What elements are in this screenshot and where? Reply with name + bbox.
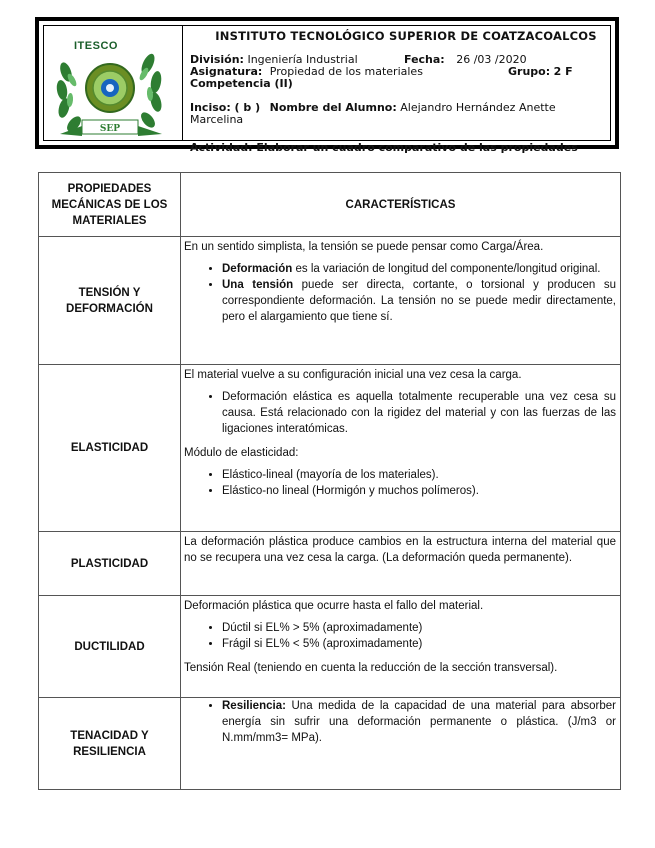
list-item — [222, 698, 616, 746]
table-header-row — [39, 173, 621, 237]
table-row — [39, 596, 621, 698]
bullet-term: Una tensión — [222, 279, 294, 291]
alumno-label: Nombre del Alumno: — [269, 101, 397, 114]
division-value: Ingeniería Industrial — [247, 53, 358, 66]
document-header — [35, 17, 619, 154]
grupo-label: Grupo: — [508, 65, 551, 78]
property-description — [181, 365, 621, 532]
property-name: DUCTILIDAD — [39, 596, 181, 698]
property-description — [181, 698, 621, 790]
list-item — [222, 261, 616, 277]
grupo-line — [508, 66, 573, 78]
property-name: PLASTICIDAD — [39, 532, 181, 596]
fecha-value: 26 /03 /2020 — [456, 53, 527, 66]
header-properties-cell: PROPIEDADES MECÁNICAS DE LOS MATERIALES — [39, 173, 181, 237]
list-item: • Frágil si EL% < 5% (aproximadamente) — [222, 636, 616, 652]
bullet-list — [184, 389, 616, 437]
table-row — [39, 698, 621, 790]
table-row — [39, 365, 621, 532]
header-characteristics-cell: CARACTERÍSTICAS — [181, 173, 621, 237]
list-item: • Dúctil si EL% > 5% (aproximadamente) — [222, 620, 616, 636]
logo-cell — [44, 26, 183, 140]
property-description — [181, 596, 621, 698]
bullet-text: Una medida de la capacidad de una material para absorber energía sin sufrir una deformación permanente o plástica. (J/m3 or N.mm/mm3= MPa). — [222, 700, 616, 744]
bullet-term: Deformación — [222, 263, 293, 275]
property-name: TENACIDAD Y RESILIENCIA — [39, 698, 181, 790]
row-intro: Deformación plástica que ocurre hasta el fallo del material. — [184, 600, 484, 612]
asignatura-value: Propiedad de los materiales — [269, 65, 423, 78]
logo-text: ITESCO — [74, 40, 118, 52]
property-description — [181, 237, 621, 365]
bullet-list — [184, 620, 616, 652]
bullet-list — [184, 467, 616, 499]
row-intro: El material vuelve a su configuración inicial una vez cesa la carga. — [184, 369, 522, 381]
itesco-logo-icon — [52, 50, 174, 142]
header-info — [190, 26, 610, 154]
alumno-line — [190, 102, 590, 126]
header-inner-frame — [43, 25, 611, 154]
bullet-list — [184, 698, 616, 746]
bullet-text: es la variación de longitud del componente/longitud original. — [292, 263, 601, 275]
alumno-value: Alejandro Hernández Anette Marcelina — [190, 101, 556, 126]
division-label: División: — [190, 53, 244, 66]
table-row — [39, 532, 621, 596]
property-name: ELASTICIDAD — [39, 365, 181, 532]
row-intro: La deformación plástica produce cambios en la estructura interna del material que no se recupera una vez cesa la carga. (La deformación queda permanente). — [184, 536, 616, 564]
table-row — [39, 237, 621, 365]
institution-title: INSTITUTO TECNOLÓGICO SUPERIOR DE COATZACOALCOS — [215, 29, 597, 43]
properties-table — [38, 172, 621, 790]
inciso-label: Inciso: ( b ) — [190, 101, 261, 114]
list-item: • Elástico-lineal (mayoría de los materiales). — [222, 467, 616, 483]
modulo-label: Módulo de elasticidad: — [184, 447, 299, 459]
competencia: Competencia (II) — [190, 77, 293, 90]
list-item: • Deformación elástica es aquella totalmente recuperable una vez cesa su causa. Está relacionado con la rigidez del material y con las fuerzas de las ligaciones interatómicas. — [222, 389, 616, 437]
fecha-label: Fecha: — [404, 53, 445, 66]
row-outro: Tensión Real (teniendo en cuenta la reducción de la sección transversal). — [184, 662, 558, 674]
asignatura-label: Asignatura: — [190, 65, 263, 78]
bullet-list — [184, 261, 616, 325]
list-item: • Elástico-no lineal (Hormigón y muchos polímeros). — [222, 483, 616, 499]
list-item — [222, 277, 616, 325]
bullet-term: Resiliencia: — [222, 700, 286, 712]
activity-cutoff-text: Actividad: Elaborar un cuadro comparativo de las propiedades — [190, 141, 578, 154]
row-intro: En un sentido simplista, la tensión se puede pensar como Carga/Área. — [184, 241, 544, 253]
property-name: TENSIÓN Y DEFORMACIÓN — [39, 237, 181, 365]
bullet-text: puede ser directa, cortante, o torsional y producen su correspondiente deformación. La tensión no se puede medir directamente, pero el alargamiento que tiene sí. — [222, 279, 616, 323]
grupo-value: 2 F — [553, 65, 573, 78]
property-description — [181, 532, 621, 596]
logo-badge: SEP — [99, 124, 121, 134]
